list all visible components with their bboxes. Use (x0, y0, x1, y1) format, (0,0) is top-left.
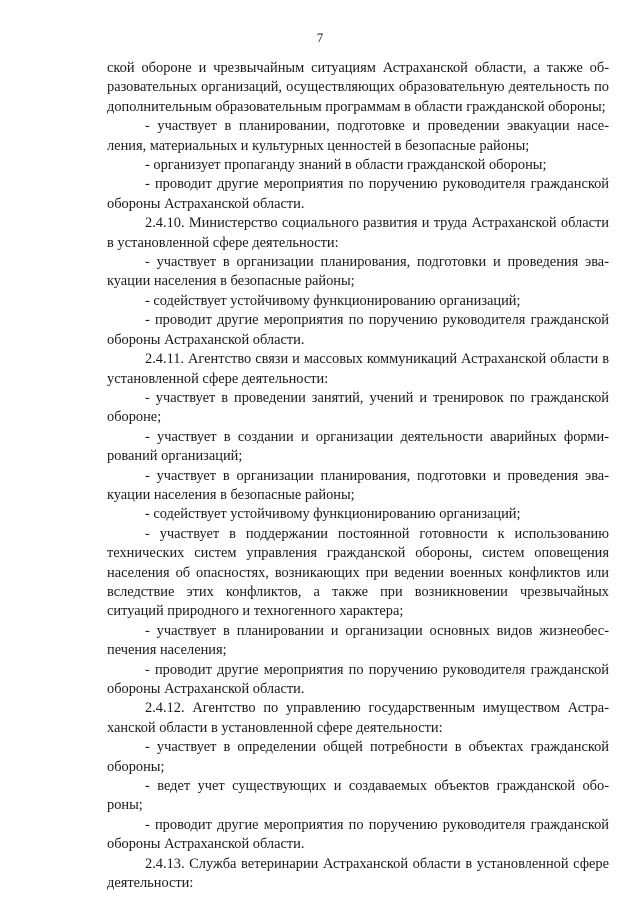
paragraph: - ведет учет существующих и создаваемых объектов гражданской обороны; (107, 778, 609, 814)
paragraph: - проводит другие мероприятия по поручению руководителя гражданской обороны Астраханской области. (107, 661, 609, 697)
paragraph: - проводит другие мероприятия по поручению руководителя гражданской обороны Астраханской области. (107, 176, 609, 212)
section-heading-paragraph: 2.4.11. Агентство связи и массовых коммуникаций Астраханской области в установленной сфере деятельности: (107, 351, 609, 387)
paragraph: - организует пропаганду знаний в области гражданской обороны; (145, 157, 547, 174)
section-heading-paragraph: 2.4.13. Служба ветеринарии Астраханской области в установленной сфере деятельности: (107, 855, 609, 892)
document-body (107, 59, 609, 893)
paragraph: - проводит другие мероприятия по поручению руководителя гражданской обороны Астраханской области. (107, 312, 609, 348)
paragraph: - участвует в поддержании постоянной готовности к использованию технических систем управления гражданской обороны, систем оповещения населения об опасностях, возникающих при ведении военных конфликтов или вследствие этих конфликтов, а также при возникновении чрезвычайных ситуаций природного и техногенного характера; (107, 525, 609, 620)
paragraph: - участвует в определении общей потребности в объектах гражданской обороны; (107, 739, 609, 775)
section-heading-paragraph: 2.4.12. Агентство по управлению государственным имуществом Астраханской области в установленной сфере деятельности: (107, 700, 609, 736)
paragraph: - участвует в организации планирования, подготовки и проведения эвакуации населения в безопасные районы; (107, 254, 609, 290)
paragraph: - участвует в проведении занятий, учений и тренировок по гражданской обороне; (107, 389, 609, 426)
paragraph: - участвует в создании и организации деятельности аварийных формирований организаций; (107, 428, 609, 465)
paragraph: - участвует в планировании и организации основных видов жизнеобеспечения населения; (107, 622, 609, 659)
paragraph: - участвует в организации планирования, подготовки и проведения эвакуации населения в безопасные районы; (107, 467, 609, 503)
paragraph: - участвует в планировании, подготовке и проведении эвакуации населения, материальных и культурных ценностей в безопасные районы; (107, 118, 609, 154)
paragraph: - содействует устойчивому функционированию организаций; (145, 292, 521, 309)
section-heading-paragraph: 2.4.10. Министерство социального развития и труда Астраханской области в установленной сфере деятельности: (107, 215, 609, 251)
paragraph: - содействует устойчивому функционированию организаций; (145, 506, 521, 523)
paragraph: ской обороне и чрезвычайным ситуациям Астраханской области, а также образовательных организаций, осуществляющих образовательную деятельность по дополнительным образовательным программам в области гражданской обороны; (107, 60, 609, 115)
paragraph: - проводит другие мероприятия по поручению руководителя гражданской обороны Астраханской области. (107, 816, 609, 853)
page-number: 7 (316, 30, 324, 45)
